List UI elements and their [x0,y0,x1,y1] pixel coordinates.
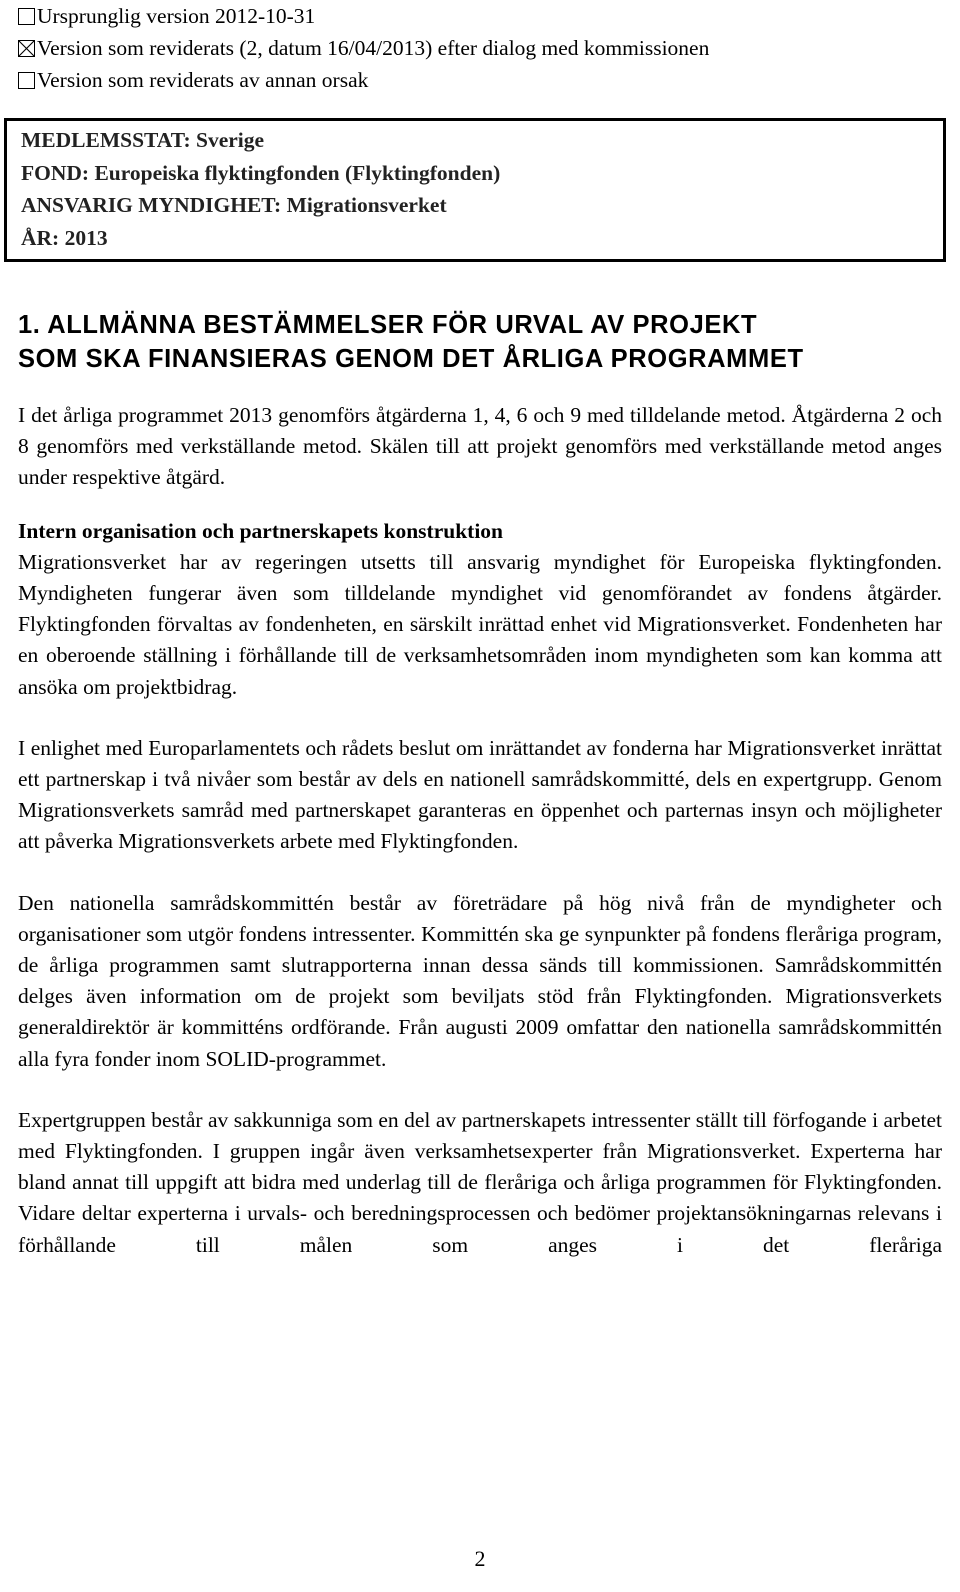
version-label: Version som reviderats av annan orsak [37,68,369,92]
checkbox-checked-icon[interactable] [18,40,35,57]
checkbox-empty-icon[interactable] [18,8,35,25]
version-checkboxes [18,0,942,96]
page-number: 2 [474,1546,486,1571]
version-revised-other [18,64,942,96]
year: ÅR: 2013 [21,225,108,250]
intro-paragraph: I det årliga programmet 2013 genomförs åtgärderna 1, 4, 6 och 9 med tilldelande metod. Åtgärderna 2 och 8 genomförs med verkställande metod. Skälen till att projekt genomförs med verkställande metod anges under respektive åtgärd. [18,403,942,490]
paragraph-expert-group: Expertgruppen består av sakkunniga som en del av partnerskapets intressenter ställt till förfogande i arbetet med Flyktingfonden. I gruppen ingår även verksamhetsexperter från Migrationsverket. Experterna har bland annat till uppgift att bidra med underlag till de fleråriga och årliga programmen för Flyktingfonden. Vidare deltar experterna i urvals- och beredningsprocessen och bedömer projektansökningarnas relevans i förhållande till målen som anges i det fleråriga [18,1107,942,1257]
metadata-box [4,118,946,262]
responsible-authority: ANSVARIG MYNDIGHET: Migrationsverket [21,193,447,217]
checkbox-empty-icon[interactable] [18,72,35,89]
section-heading-line-1: 1. ALLMÄNNA BESTÄMMELSER FÖR URVAL AV PROJEKT [18,311,758,339]
version-revised-dialog [18,32,942,64]
version-original [18,0,942,32]
paragraph-committee: Den nationella samrådskommittén består av företrädare på hög nivå från de myndigheter och organisationer som utgör fondens intressenter. Kommittén ska ge synpunkter på fondens fleråriga program, de årliga programmen samt slutrapporterna innan dessa sänds till kommissionen. Samrådskommittén delges även information om de projekt som beviljats stöd från Flyktingfonden. Migrationsverkets generaldirektör är kommitténs ordförande. Från augusti 2009 omfattar den nationella samrådskommittén alla fyra fonder inom SOLID-programmet. [18,890,942,1071]
paragraph-organisation: Migrationsverket har av regeringen utsetts till ansvarig myndighet för Europeiska flyktingfonden. Myndigheten fungerar även som tilldelande myndighet vid genomförandet av fondens åtgärder. Flyktingfonden förvaltas av fondenheten, en särskilt inrättad enhet vid Migrationsverket. Fondenheten har en oberoende ställning i förhållande till de verksamhetsområden inom myndigheten som kan komma att ansöka om projektbidrag. [18,549,942,699]
version-label: Version som reviderats (2, datum 16/04/2013) efter dialog med kommissionen [37,36,710,60]
paragraph-partnership: I enlighet med Europarlamentets och rådets beslut om inrättandet av fonderna har Migrationsverket inrättat ett partnerskap i två nivåer som består av dels en nationell samrådskommitté, dels en expertgrupp. Genom Migrationsverkets samråd med partnerskapet garanteras en öppenhet och parternas insyn och möjligheter att påverka Migrationsverkets arbete med Flyktingfonden. [18,735,942,854]
member-state: MEDLEMSSTAT: Sverige [21,128,265,152]
section-heading [18,308,942,376]
version-label: Ursprunglig version 2012-10-31 [37,4,316,28]
document-page [18,0,942,1261]
subheading: Intern organisation och partnerskapets konstruktion [18,518,503,543]
fund: FOND: Europeiska flyktingfonden (Flyktingfonden) [21,160,501,185]
section-heading-line-2: SOM SKA FINANSIERAS GENOM DET ÅRLIGA PROGRAMMET [18,345,804,373]
